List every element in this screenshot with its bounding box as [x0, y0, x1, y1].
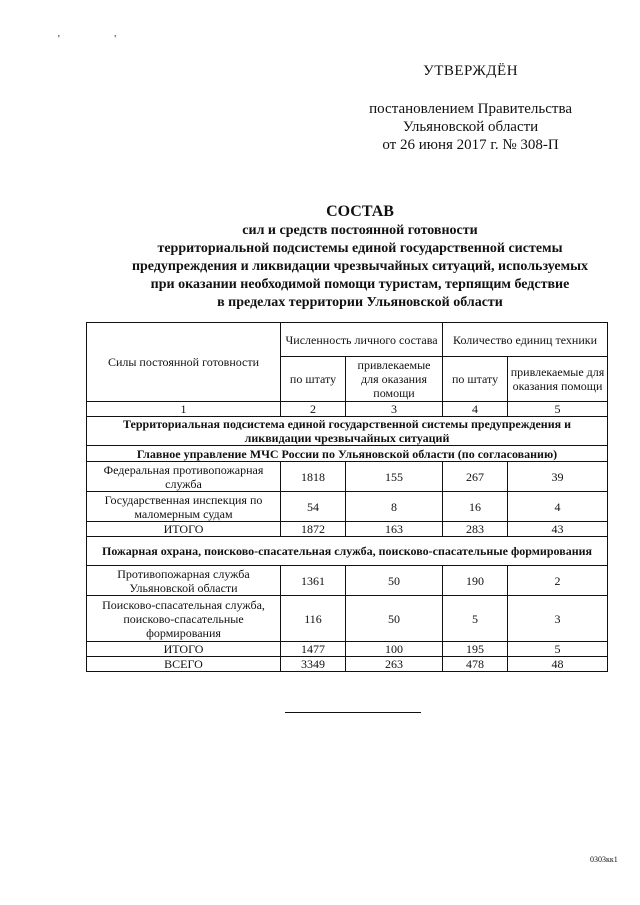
cell-value: 5 — [508, 642, 608, 657]
cell-value: 478 — [443, 657, 508, 672]
cell-name: ИТОГО — [87, 642, 281, 657]
title-line: в пределах территории Ульяновской области — [217, 295, 503, 310]
approval-heading: УТВЕРЖДЁН — [423, 63, 519, 79]
cell-value: 116 — [281, 596, 346, 642]
cell-value: 39 — [508, 462, 608, 492]
column-number: 1 — [87, 402, 281, 417]
cell-name: ВСЕГО — [87, 657, 281, 672]
header-attracted: привлекаемые для оказания помощи — [346, 357, 443, 402]
cell-value: 54 — [281, 492, 346, 522]
header-staff: по штату — [443, 357, 508, 402]
column-number: 3 — [346, 402, 443, 417]
title-line: при оказании необходимой помощи туристам, терпящим бедствие — [150, 277, 570, 292]
table-row — [87, 462, 608, 492]
subsection-heading: Главное управление МЧС России по Ульяновской области (по согласованию) — [87, 446, 608, 462]
approval-line: Ульяновской области — [402, 119, 539, 135]
section-heading: Территориальная подсистема единой государственной системы предупреждения и ликвидации чрезвычайных ситуаций — [87, 417, 608, 446]
cell-value: 263 — [346, 657, 443, 672]
cell-value: 283 — [443, 522, 508, 537]
column-number: 4 — [443, 402, 508, 417]
cell-value: 50 — [346, 596, 443, 642]
cell-value: 3 — [508, 596, 608, 642]
cell-name: ИТОГО — [87, 522, 281, 537]
total-row — [87, 642, 608, 657]
total-row — [87, 522, 608, 537]
cell-value: 1818 — [281, 462, 346, 492]
cell-value: 195 — [443, 642, 508, 657]
column-number: 5 — [508, 402, 608, 417]
title-line: предупреждения и ликвидации чрезвычайных ситуаций, используемых — [131, 259, 589, 274]
cell-value: 190 — [443, 566, 508, 596]
scan-marks: ' ' — [58, 34, 143, 45]
cell-value: 1361 — [281, 566, 346, 596]
cell-value: 100 — [346, 642, 443, 657]
cell-value: 267 — [443, 462, 508, 492]
grand-total-row — [87, 657, 608, 672]
cell-value: 16 — [443, 492, 508, 522]
cell-value: 8 — [346, 492, 443, 522]
approval-line: постановлением Правительства — [369, 101, 572, 117]
cell-value: 1872 — [281, 522, 346, 537]
cell-name: Противопожарная служба Ульяновской области — [87, 566, 281, 596]
cell-value: 1477 — [281, 642, 346, 657]
cell-value: 50 — [346, 566, 443, 596]
cell-value: 2 — [508, 566, 608, 596]
title-line: сил и средств постоянной готовности — [242, 223, 478, 238]
column-number: 2 — [281, 402, 346, 417]
table-row — [87, 596, 608, 642]
approval-stamp — [369, 62, 572, 154]
approval-line: от 26 июня 2017 г. № 308-П — [382, 137, 559, 153]
header-equipment: Количество единиц техники — [443, 323, 608, 357]
cell-name: Поисково-спасательная служба, поисково-спасательные формирования — [87, 596, 281, 642]
cell-name: Федеральная противопожарная служба — [87, 462, 281, 492]
cell-value: 163 — [346, 522, 443, 537]
document-code: 0303кк1 — [590, 855, 618, 864]
header-personnel: Численность личного состава — [281, 323, 443, 357]
cell-value: 5 — [443, 596, 508, 642]
forces-table — [86, 322, 608, 672]
cell-value: 48 — [508, 657, 608, 672]
title-line: территориальной подсистемы единой государственной системы — [157, 241, 563, 256]
header-forces: Силы постоянной готовности — [87, 323, 281, 402]
section-heading: Пожарная охрана, поисково-спасательная служба, поисково-спасательные формирования — [87, 537, 608, 566]
header-staff: по штату — [281, 357, 346, 402]
title-main: СОСТАВ — [326, 203, 394, 220]
header-attracted: привлекаемые для оказания помощи — [508, 357, 608, 402]
table-row — [87, 566, 608, 596]
cell-name: Государственная инспекция по маломерным судам — [87, 492, 281, 522]
cell-value: 43 — [508, 522, 608, 537]
closing-rule — [285, 712, 421, 713]
document-title — [80, 203, 640, 312]
cell-value: 155 — [346, 462, 443, 492]
cell-value: 4 — [508, 492, 608, 522]
cell-value: 3349 — [281, 657, 346, 672]
table-row — [87, 492, 608, 522]
